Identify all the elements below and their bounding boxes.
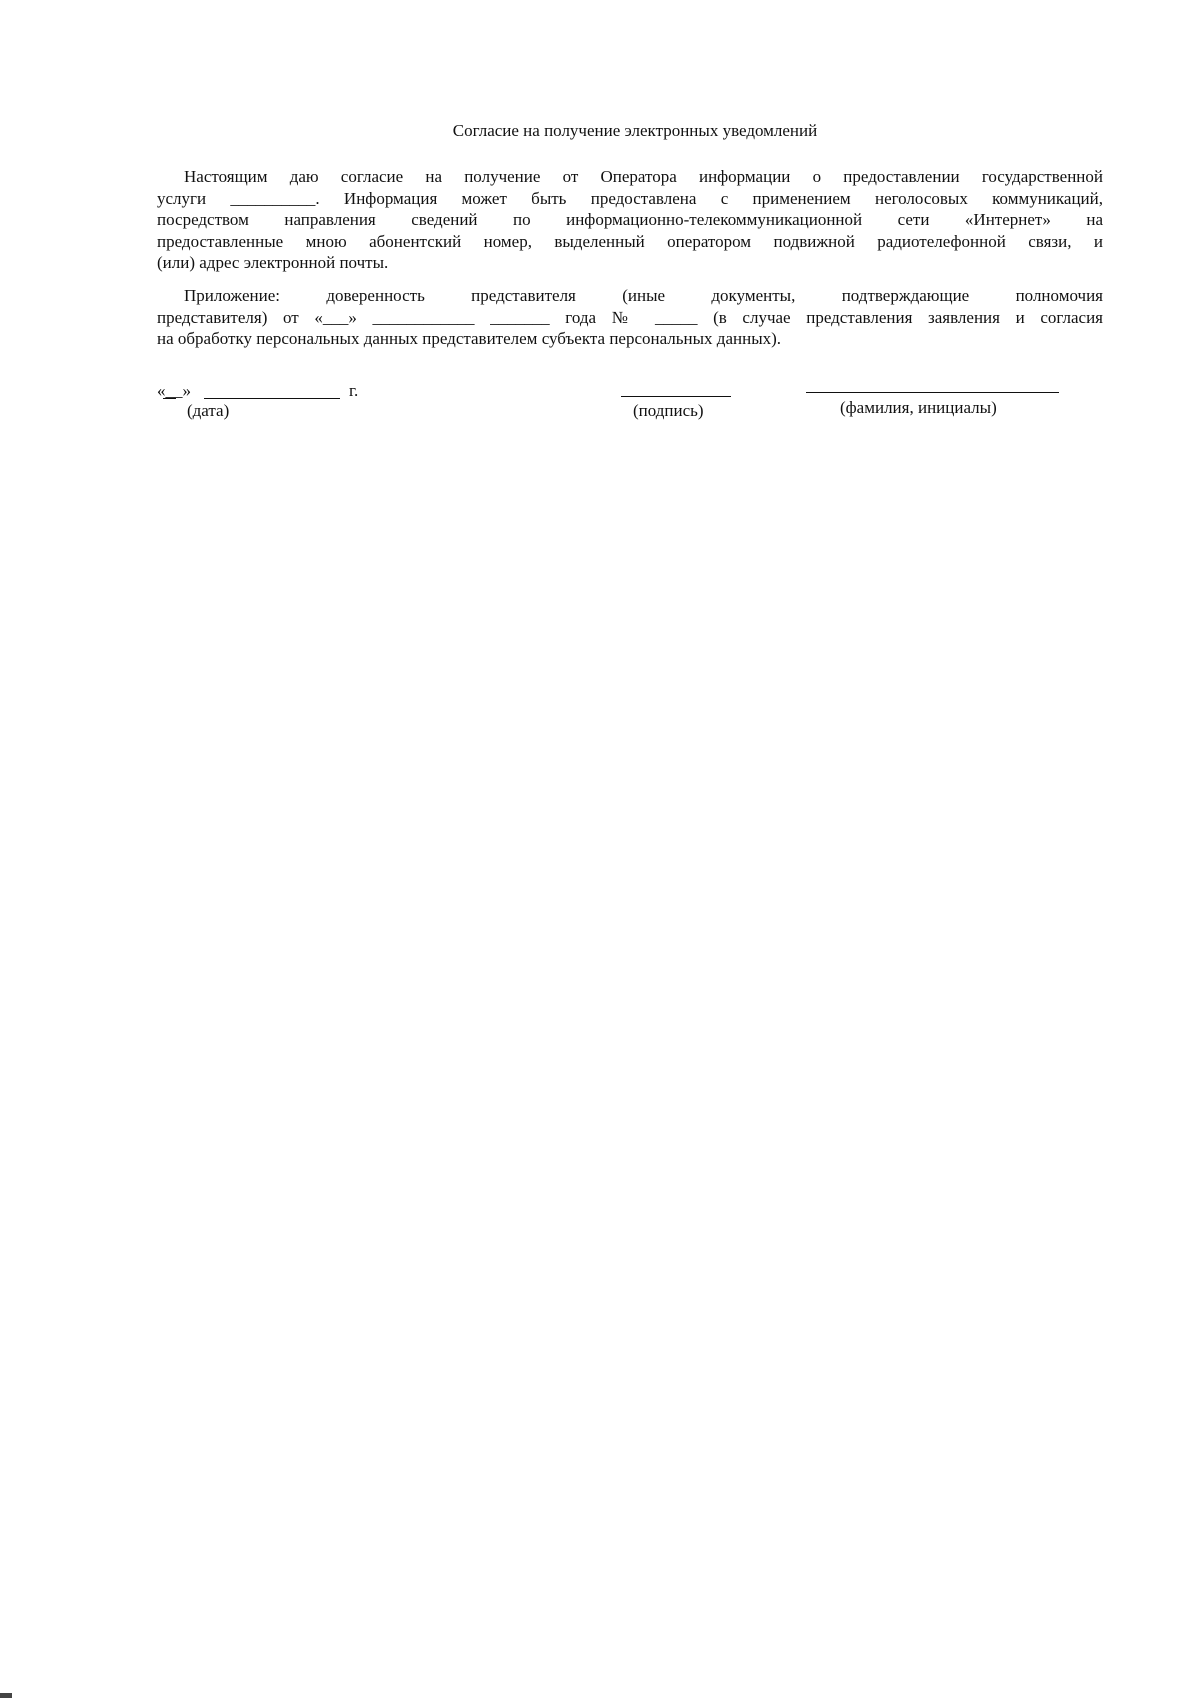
paragraph-line: посредством направления сведений по информационно-телекоммуникационной сети «Интернет» на <box>157 210 1103 229</box>
name-line <box>806 392 1059 393</box>
paragraph-line: Приложение: доверенность представителя (иные документы, подтверждающие полномочия <box>184 286 1103 305</box>
paragraph-line: Настоящим даю согласие на получение от Оператора информации о предоставлении государственной <box>184 167 1103 186</box>
date-day-field: «__» <box>157 381 191 400</box>
paragraph-line: предоставленные мною абонентский номер, выделенный оператором подвижной радиотелефонной связи, и <box>157 231 1103 251</box>
document-title: Согласие на получение электронных уведомлений <box>452 121 818 140</box>
signature-line <box>621 396 731 397</box>
paragraph-line: (или) адрес электронной почты. <box>157 253 389 272</box>
date-month-line <box>204 398 340 399</box>
name-caption: (фамилия, инициалы) <box>840 398 997 417</box>
date-caption: (дата) <box>187 401 230 420</box>
date-day-line <box>163 398 176 399</box>
paragraph-line: на обработку персональных данных представителем субъекта персональных данных). <box>157 329 782 348</box>
paragraph-line: услуги __________. Информация может быть предоставлена с применением неголосовых коммуникаций, <box>157 188 1103 208</box>
date-year-suffix: г. <box>349 381 359 400</box>
signature-caption: (подпись) <box>633 401 704 420</box>
scan-edge-mark <box>0 1693 12 1698</box>
consent-paragraph <box>157 166 1103 274</box>
attachment-paragraph <box>157 285 1103 350</box>
paragraph-line: представителя) от «___» ____________ _______ года № _____ (в случае представления заявления и согласия <box>157 307 1103 327</box>
